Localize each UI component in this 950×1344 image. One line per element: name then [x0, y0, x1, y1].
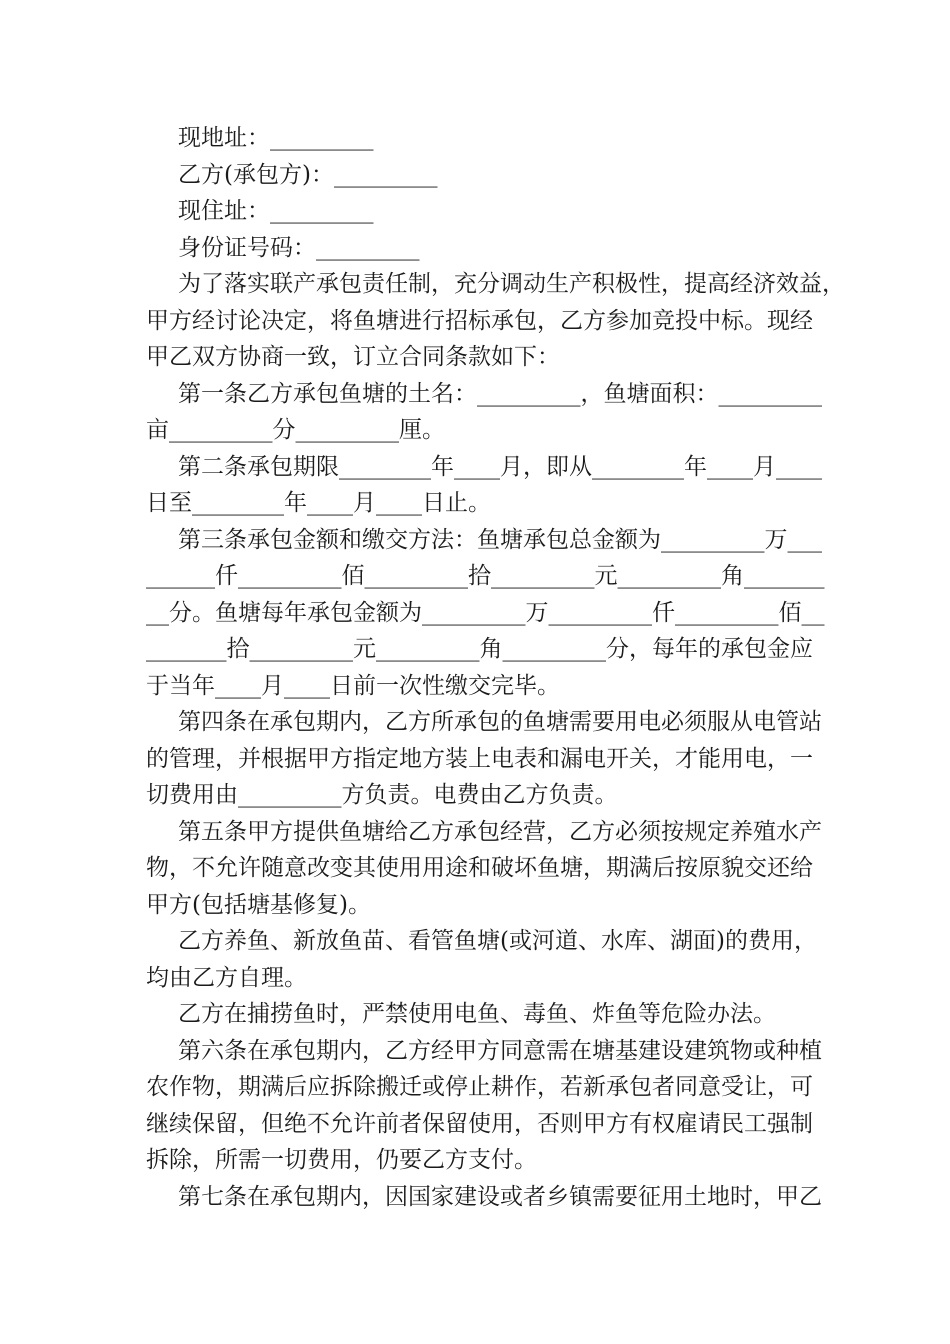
article-4-line: 切费用由_________方负责。电费由乙方负责。	[146, 782, 618, 808]
fish-cost-line: 乙方养鱼、新放鱼苗、看管鱼塘(或河道、水库、湖面)的费用，	[178, 928, 817, 954]
contract-body	[146, 120, 845, 1215]
current-address-line: 现地址：_________	[178, 125, 374, 151]
preamble-line: 甲方经讨论决定，将鱼塘进行招标承包，乙方参加竞投中标。现经	[146, 307, 813, 334]
article-3-line: 第三条承包金额和缴交方法：鱼塘承包总金额为_________万___	[178, 526, 822, 553]
article-6-line: 第六条在承包期内，乙方经甲方同意需在塘基建设建筑物或种植	[178, 1037, 822, 1064]
article-4-line: 第四条在承包期内，乙方所承包的鱼塘需要用电必须服从电管站	[178, 709, 822, 735]
article-6-line: 继续保留，但绝不允许前者保留使用，否则甲方有权雇请民工强制	[146, 1110, 813, 1137]
fishing-method-line: 乙方在捕捞鱼时，严禁使用电鱼、毒鱼、炸鱼等危险办法。	[178, 1001, 776, 1027]
article-4-line: 的管理，并根据甲方指定地方装上电表和漏电开关，才能用电，一	[146, 745, 813, 772]
article-7-line: 第七条在承包期内，因国家建设或者乡镇需要征用土地时，甲乙	[178, 1183, 822, 1210]
article-5-line: 物，不允许随意改变其使用用途和破坏鱼塘，期满后按原貌交还给	[146, 855, 813, 881]
article-6-line: 农作物，期满后应拆除搬迁或停止耕作，若新承包者同意受让，可	[146, 1074, 813, 1100]
article-6-line: 拆除，所需一切费用，仍要乙方支付。	[146, 1147, 537, 1173]
article-2-line: 第二条承包期限________年____月，即从________年____月____	[178, 453, 822, 480]
article-5-line: 第五条甲方提供鱼塘给乙方承包经营，乙方必须按规定养殖水产	[178, 818, 822, 845]
preamble-line: 为了落实联产承包责任制，充分调动生产积极性，提高经济效益，	[178, 271, 845, 297]
residence-address-line: 现住址：_________	[178, 198, 374, 224]
article-3-line: _______拾_________元_________角_________分，每年的承包金应	[146, 636, 813, 662]
article-5-line: 甲方(包括塘基修复)。	[146, 891, 371, 918]
article-3-line: ______仟_________佰_________拾_________元_________角_______	[146, 563, 825, 589]
fish-cost-line: 均由乙方自理。	[146, 964, 307, 991]
id-number-line: 身份证号码：_________	[178, 234, 420, 261]
preamble-line: 甲乙双方协商一致，订立合同条款如下：	[146, 344, 560, 370]
article-1-line: 亩_________分_________厘。	[146, 417, 445, 443]
article-3-line: __分。鱼塘每年承包金额为_________万_________仟_________佰__	[146, 599, 825, 626]
party-b-line: 乙方(承包方)：_________	[178, 161, 438, 188]
article-2-line: 日至________年____月____日止。	[146, 490, 491, 516]
article-1-line: 第一条乙方承包鱼塘的土名：_________，鱼塘面积：_________	[178, 380, 822, 407]
article-3-line: 于当年____月____日前一次性缴交完毕。	[146, 672, 560, 699]
